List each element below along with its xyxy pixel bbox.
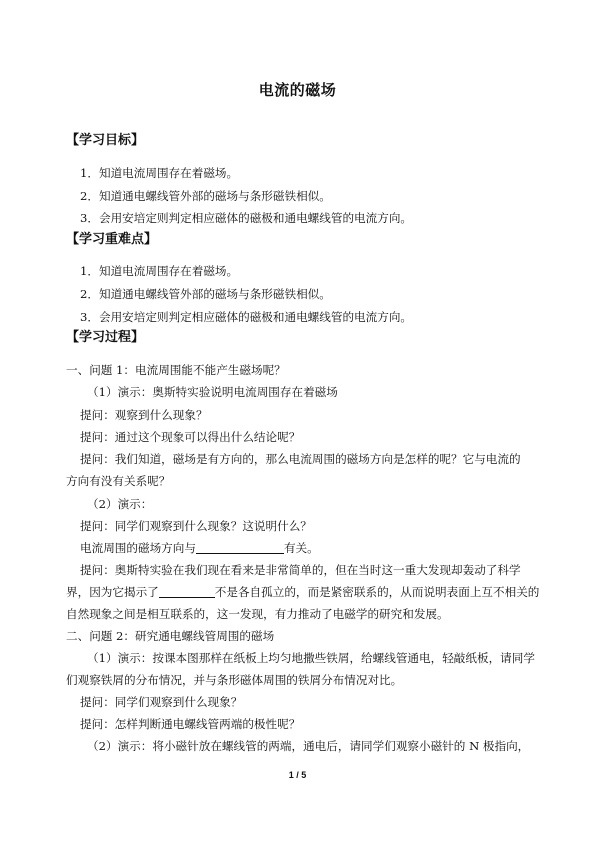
sentence-end: 不是各自孤立的，而是紧密联系的，从而说明表面上互不相关的: [214, 585, 540, 599]
process-line: 提问：我们知道，磁场是有方向的，那么电流周围的磁场方向是怎样的呢？它与电流的: [80, 452, 521, 466]
process-line: 提问：通过这个现象可以得出什么结论呢？: [80, 430, 301, 444]
key-point-item-1: 1．知道电流周围存在着磁场。: [80, 264, 239, 278]
process-question-1: 一、问题 1：电流周围能不能产生磁场呢？: [66, 363, 286, 377]
section-heading-process: 【学习过程】: [66, 330, 145, 345]
section-heading-goals: 【学习目标】: [66, 133, 145, 148]
process-question-2: 二、问题 2：研究通电螺线管周围的磁场: [66, 629, 275, 643]
process-line: 提问：怎样判断通电螺线管两端的极性呢？: [80, 717, 301, 731]
process-line: （2）演示：: [87, 497, 153, 511]
process-line: （2）演示：将小磁针放在螺线管的两端，通电后，请同学们观察小磁针的 N 极指向，: [87, 739, 530, 753]
fill-in-sentence-1: [80, 541, 319, 555]
goal-item-1: 1．知道电流周围存在着磁场。: [80, 166, 239, 180]
process-line: 方向有没有关系呢？: [66, 474, 171, 488]
page-number: 1 / 5: [288, 770, 307, 780]
fill-in-sentence-2: [66, 585, 539, 599]
goal-item-2: 2．知道通电螺线管外部的磁场与条形磁铁相似。: [80, 189, 331, 203]
sentence-start: 界，因为它揭示了: [66, 585, 159, 599]
sentence-end: 有关。: [283, 541, 319, 555]
process-line: 提问：观察到什么现象？: [80, 408, 208, 422]
process-line: （1）演示：按课本图那样在纸板上均匀地撒些铁屑，给螺线管通电，轻敲纸板，请同学: [87, 651, 535, 665]
fill-in-blank-2[interactable]: [159, 586, 215, 598]
process-line: 提问：同学们观察到什么现象？这说明什么？: [80, 519, 312, 533]
process-line: （1）演示：奥斯特实验说明电流周围存在着磁场: [87, 385, 338, 399]
key-point-item-2: 2．知道通电螺线管外部的磁场与条形磁铁相似。: [80, 287, 331, 301]
process-line: 提问：同学们观察到什么现象？: [80, 695, 243, 709]
process-line: 自然现象之间是相互联系的，这一发现，有力推动了电磁学的研究和发展。: [66, 607, 449, 621]
section-heading-key-points: 【学习重难点】: [66, 232, 158, 247]
process-line: 们观察铁屑的分布情况，并与条形磁体周围的铁屑分布情况对比。: [66, 673, 403, 687]
key-point-item-3: 3．会用安培定则判定相应磁体的磁极和通电螺线管的电流方向。: [80, 310, 413, 324]
page-title: 电流的磁场: [258, 81, 337, 99]
process-line: 提问：奥斯特实验在我们现在看来是非常简单的，但在当时这一重大发现却轰动了科学: [80, 563, 521, 577]
sentence-start: 电流周围的磁场方向与: [80, 541, 196, 555]
goal-item-3: 3．会用安培定则判定相应磁体的磁极和通电螺线管的电流方向。: [80, 211, 413, 225]
fill-in-blank-1[interactable]: [196, 542, 284, 554]
